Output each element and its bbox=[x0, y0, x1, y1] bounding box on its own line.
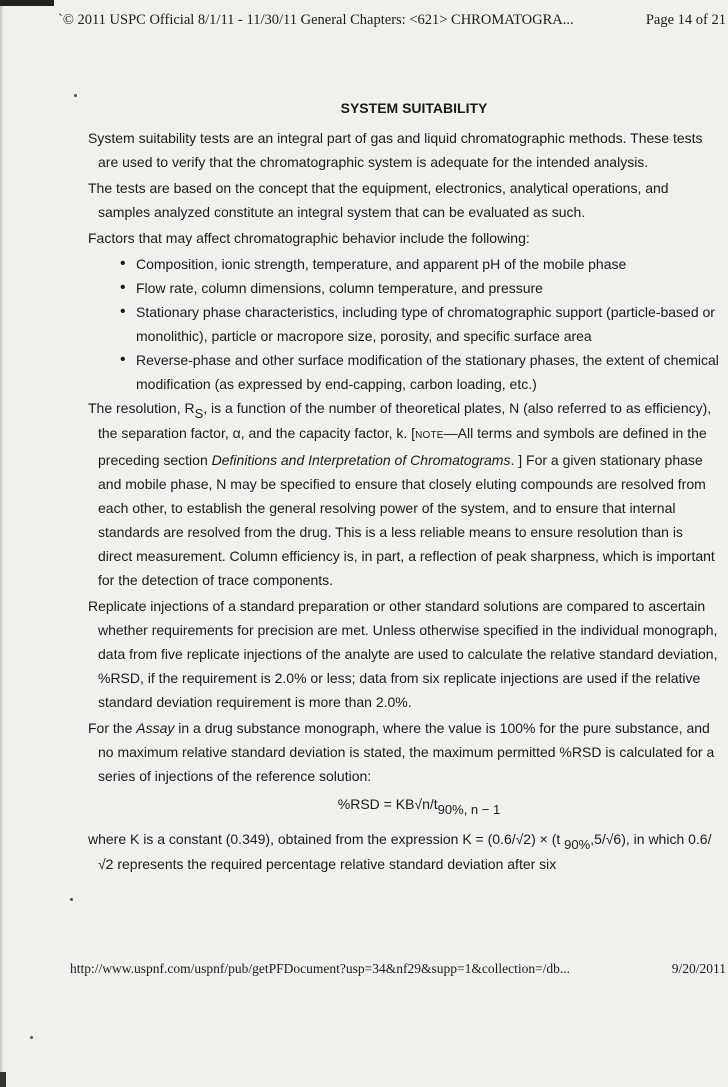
assay-term: Assay bbox=[136, 720, 175, 736]
formula-main: %RSD = KB√n/t bbox=[337, 796, 438, 812]
subscript: S bbox=[194, 406, 204, 421]
scan-speck bbox=[74, 94, 77, 97]
print-header-page: Page 14 of 21 bbox=[645, 12, 726, 28]
rsd-formula bbox=[88, 792, 720, 817]
text-run: —All terms and symbols are defined in the preceding section bbox=[98, 425, 707, 468]
print-footer bbox=[70, 961, 726, 977]
text-run: For the bbox=[88, 720, 137, 736]
print-header bbox=[58, 12, 726, 29]
paragraph-assay bbox=[88, 716, 720, 788]
print-date: 9/20/2011 bbox=[671, 961, 726, 976]
paragraph-replicates: Replicate injections of a standard preparation or other standard solutions are compared to ascertain whether requirements for precision are met. Unless otherwise specified in the individual monograph, data from five replicate injections of the analyte are used to calculate the relative standard deviation, %RSD, if the requirement is 2.0% or less; data from six replicate injections are used if the relative standard deviation requirement is more than 2.0%. bbox=[88, 598, 718, 710]
scan-speck bbox=[30, 1036, 33, 1039]
factor-list bbox=[88, 252, 720, 396]
source-url: http://www.uspnf.com/uspnf/pub/getPFDocument?usp=34&nf29&supp=1&collection=/db... bbox=[70, 961, 571, 976]
paragraph-constant bbox=[88, 827, 720, 876]
scan-speck bbox=[70, 898, 73, 901]
paragraph-resolution bbox=[88, 396, 720, 592]
document-body bbox=[88, 96, 720, 878]
list-item: • Flow rate, column dimensions, column temperature, and pressure bbox=[136, 276, 720, 300]
text-run: in a drug substance monograph, where the value is 100% for the pure substance, and no maximum relative standard deviation is stated, the maximum permitted %RSD is calculated for a series of injections of the reference solution: bbox=[98, 720, 715, 784]
list-item: • Reverse-phase and other surface modification of the stationary phases, the extent of chemical modification (as expressed by end-capping, carbon loading, etc.) bbox=[136, 348, 720, 396]
text-run: , is a function of the number of theoretical plates, N (also referred to as efficiency), the separation factor, α, and the capacity factor, k. [ bbox=[98, 400, 712, 441]
list-item: • Composition, ionic strength, temperature, and apparent pH of the mobile phase bbox=[136, 252, 720, 276]
scan-corner-mark-bottom bbox=[0, 1072, 6, 1087]
text-run: The resolution, R bbox=[88, 400, 195, 416]
section-title: SYSTEM SUITABILITY bbox=[340, 100, 488, 116]
formula-subscript: 90%, n − 1 bbox=[437, 802, 501, 817]
list-item: • Stationary phase characteristics, including type of chromatographic support (particle-based or monolithic), particle or macropore size, porosity, and specific surface area bbox=[136, 300, 720, 348]
scan-corner-mark bbox=[0, 0, 54, 6]
text-run: ,5/√6), in which 0.6/√2 represents the required percentage relative standard deviation after six bbox=[98, 831, 712, 872]
paragraph-intro: System suitability tests are an integral part of gas and liquid chromatographic methods. These tests are used to verify that the chromatographic system is adequate for the intended analysis. bbox=[88, 130, 703, 170]
section-reference: Definitions and Interpretation of Chromatograms bbox=[211, 452, 511, 468]
note-label: NOTE bbox=[415, 430, 444, 441]
text-run: . ] For a given stationary phase and mobile phase, N may be specified to ensure that closely eluting compounds are resolved from each other, to establish the general resolving power of the system, and to ensure that internal standards are resolved from the drug. This is a less reliable means to ensure resolution than is direct measurement. Column efficiency is, in part, a reflection of peak sharpness, which is important for the detection of trace components. bbox=[98, 452, 715, 588]
paragraph-concept: The tests are based on the concept that the equipment, electronics, analytical operations, and samples analyzed constitute an integral system that can be evaluated as such. bbox=[88, 180, 669, 220]
print-header-source: `© 2011 USPC Official 8/1/11 - 11/30/11 General Chapters: <621> CHROMATOGRA... bbox=[58, 12, 574, 28]
text-run: where K is a constant (0.349), obtained from the expression K = (0.6/√2) × (t bbox=[88, 831, 565, 847]
subscript: 90% bbox=[564, 837, 591, 852]
scan-page-edge bbox=[0, 0, 4, 1087]
paragraph-factors: Factors that may affect chromatographic behavior include the following: bbox=[88, 230, 530, 246]
